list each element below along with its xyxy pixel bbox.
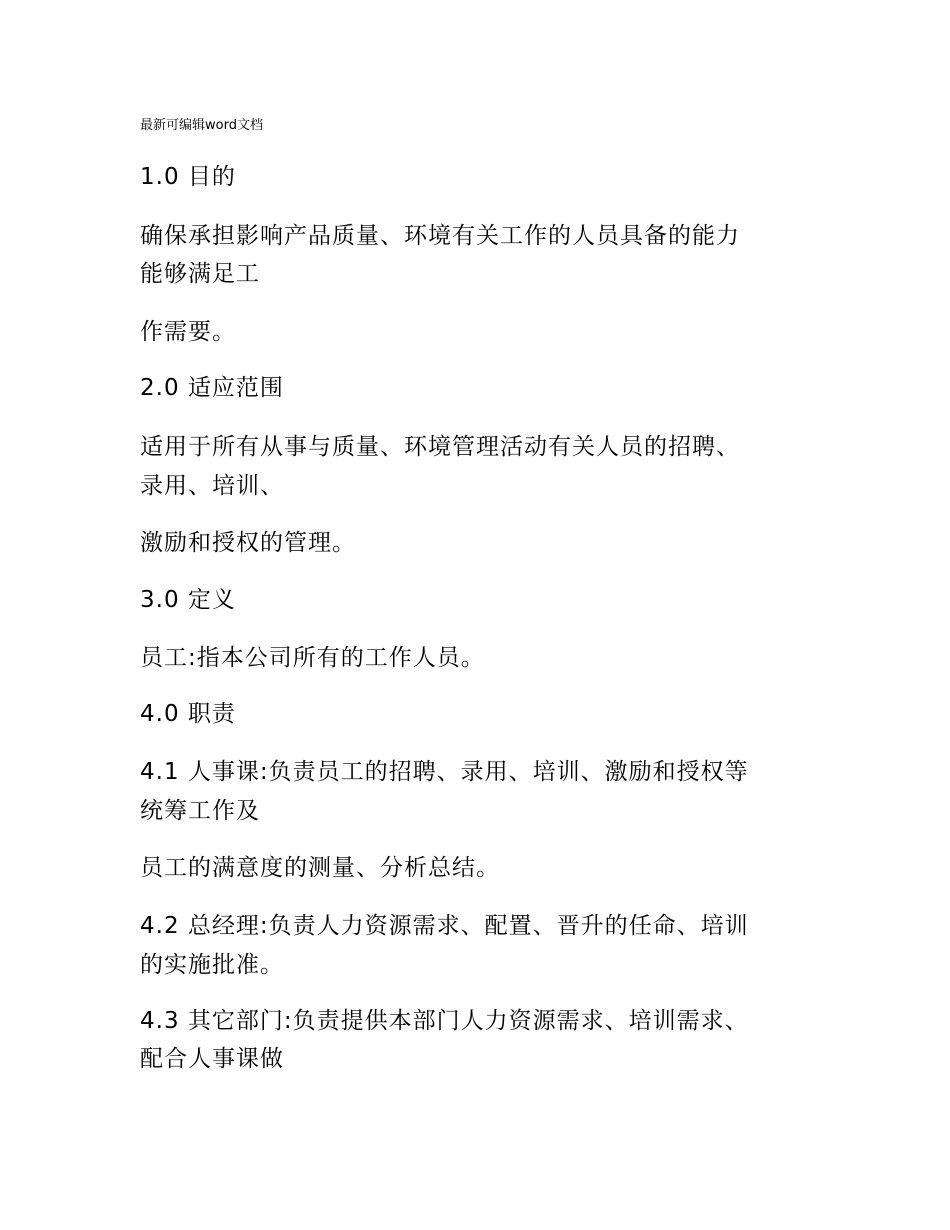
paragraph-line: 作需要。 bbox=[140, 319, 236, 345]
paragraph-line: 录用、培训、 bbox=[140, 473, 284, 499]
paragraph-line: 激励和授权的管理。 bbox=[140, 530, 356, 556]
paragraph-line: 能够满足工 bbox=[140, 261, 260, 287]
paragraph-line: 4.2 总经理:负责人力资源需求、配置、晋升的任命、培训 bbox=[140, 913, 749, 939]
paragraph-line: 配合人事课做 bbox=[140, 1046, 284, 1072]
paragraph-line: 4.1 人事课:负责员工的招聘、录用、培训、激励和授权等 bbox=[140, 759, 749, 785]
section-heading-purpose: 1.0 目的 bbox=[140, 164, 236, 190]
paragraph-line: 4.3 其它部门:负责提供本部门人力资源需求、培训需求、 bbox=[140, 1008, 749, 1034]
paragraph-line: 员工:指本公司所有的工作人员。 bbox=[140, 645, 485, 671]
section-heading-definition: 3.0 定义 bbox=[140, 587, 236, 613]
paragraph-line: 统筹工作及 bbox=[140, 798, 260, 824]
section-heading-responsibilities: 4.0 职责 bbox=[140, 701, 236, 727]
section-heading-scope: 2.0 适应范围 bbox=[140, 375, 284, 401]
paragraph-line: 确保承担影响产品质量、环境有关工作的人员具备的能力 bbox=[140, 223, 740, 249]
paragraph-line: 适用于所有从事与质量、环境管理活动有关人员的招聘、 bbox=[140, 434, 740, 460]
paragraph-line: 的实施批准。 bbox=[140, 952, 284, 978]
paragraph-line: 员工的满意度的测量、分析总结。 bbox=[140, 855, 500, 881]
document-header: 最新可编辑word文档 bbox=[140, 118, 263, 133]
